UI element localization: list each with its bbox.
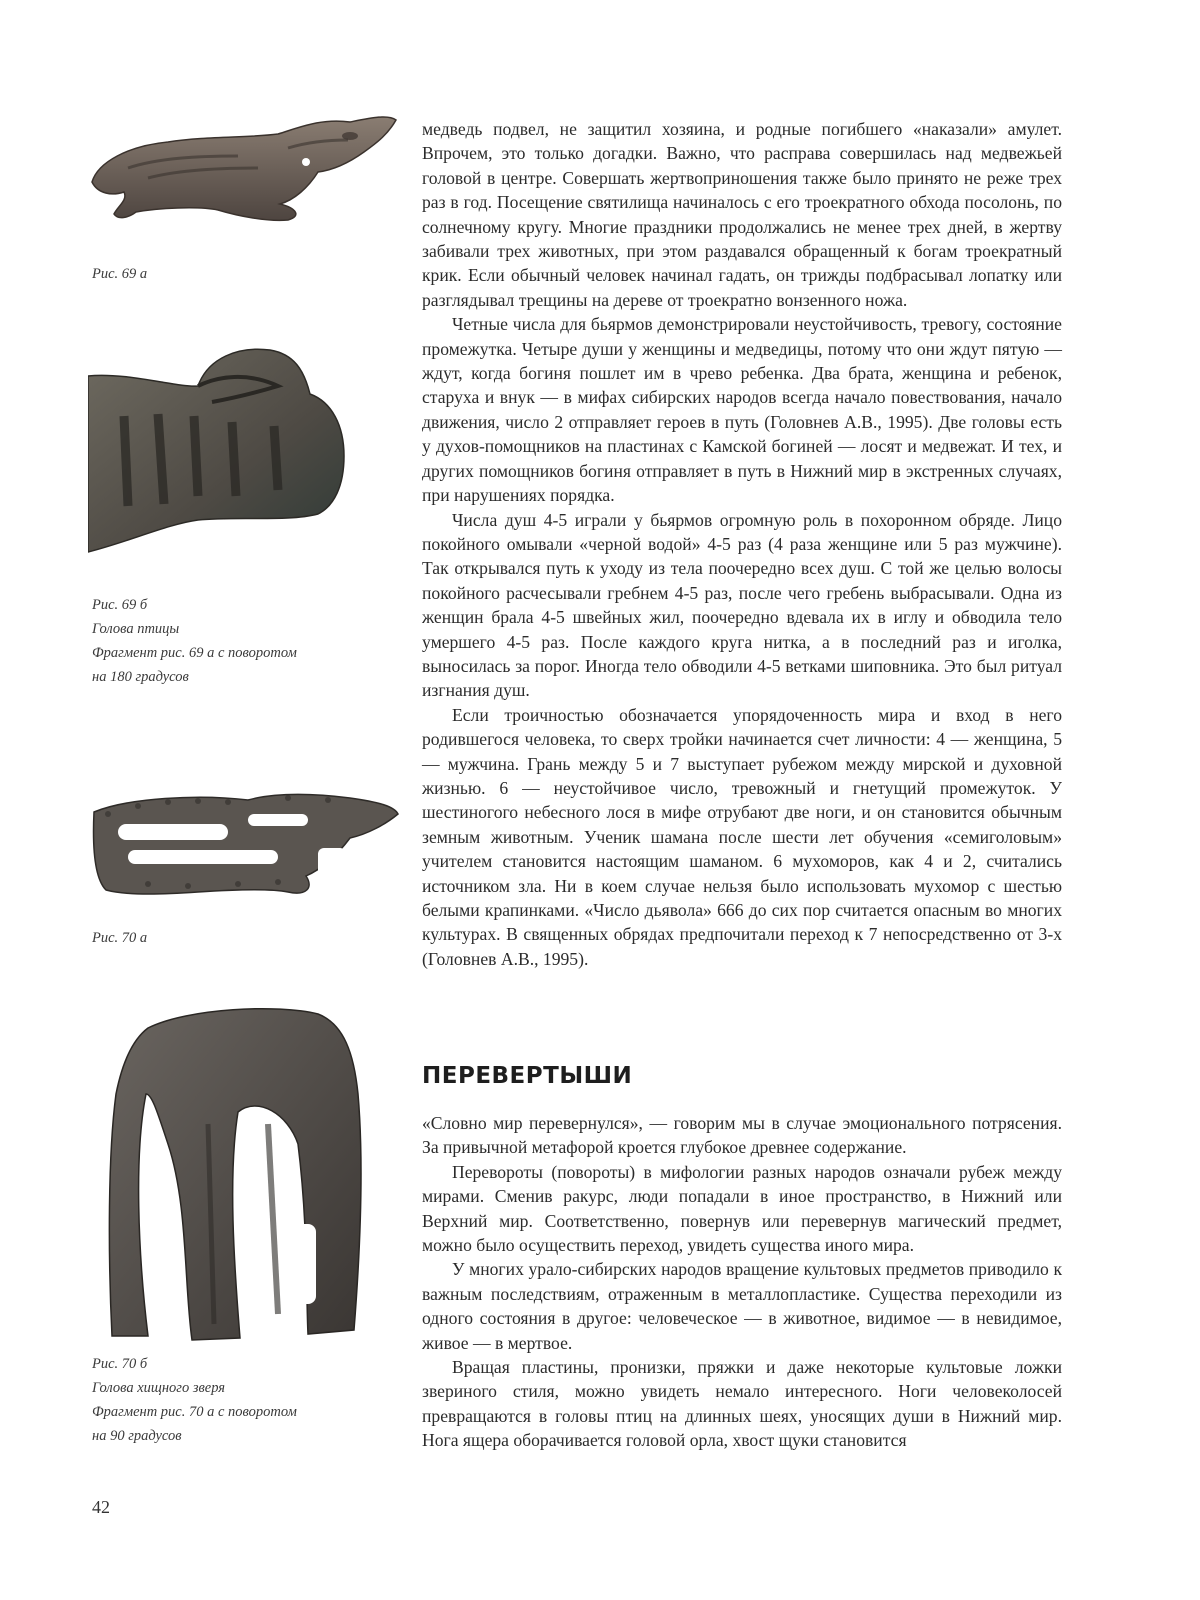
section-heading: ПЕРЕВЕРТЫШИ	[422, 1063, 633, 1089]
caption-line: на 90 градусов	[92, 1428, 182, 1444]
paragraph: «Словно мир перевернулся», — говорим мы в случае эмоционального потрясения. За привычной метафорой кроется глубокое древнее содержание.	[422, 1113, 1062, 1158]
paragraph: Если троичностью обозначается упорядоченность мира и вход в него родившегося человека, то сверх тройки начинается счет личности: 4 — женщина, 5 — мужчина. Грань между 5 и 7 выступает рубежом между мирской и духовной жизнью. 6 — неустойчивое число, тревожный и гнетущий промежуток. У шестиногого небесного лося в мифе отрубают две ноги, и он становится обычным земным животным. Ученик шамана после шести лет обучения «семиголовым» учителем становится настоящим шаманом. 6 мухоморов, как 4 и 2, считались источником зла. Ни в коем случае нельзя было использовать мухомор с шестью белыми крапинками. «Число дьявола» 666 до сих пор считается опасным во многих культурах. В священных обрядах предпочитали переход к 7 непосредственно от 3-х (Головнев А.В., 1995).	[422, 704, 1062, 969]
body-text-bottom	[422, 1111, 1062, 1453]
figure-70a-caption	[92, 926, 342, 950]
figure-70a-image	[88, 784, 402, 900]
page-number: 42	[92, 1497, 110, 1517]
paragraph: медведь подвел, не защитил хозяина, и родные погибшего «наказали» амулет. Впрочем, это только догадки. Важно, что расправа совершилась над медвежьей головой в центре. Совершать жертвоприношения также было принято не реже трех раз в год. Посещение святилища начиналось с его троекратного обхода посолонь, по солнечному кругу. Многие праздники продолжались не менее трех дней, в жертву забивали трех животных, при этом раздавался обращенный к богам троекратный крик. Если обычный человек начинал гадать, он трижды подбрасывал лопатку или разглядывал трещины на дереве от троекратно вонзенного ножа.	[422, 119, 1062, 310]
figure-69a-caption	[92, 262, 342, 286]
figure-70b-caption	[92, 1352, 342, 1448]
caption-line: Фрагмент рис. 69 а с поворотом	[92, 645, 297, 661]
caption-line: Рис. 69 б	[92, 597, 148, 613]
paragraph: Вращая пластины, пронизки, пряжки и даже некоторые культовые ложки звериного стиля, можно увидеть немало интересного. Ноги человеколосей превращаются в головы птиц на длинных шеях, уносящих души в Нижний мир. Нога ящера оборачивается головой орла, хвост щуки становится	[422, 1357, 1062, 1451]
paragraph: Числа душ 4-5 играли у бьярмов огромную роль в похоронном обряде. Лицо покойного омывали «черной водой» 4-5 раз (4 раза женщине или 5 раз мужчине). Так открывался путь к уходу из тела поочередно всех душ. С той же целью волосы покойного расчесывали гребнем 4-5 раз, после чего гребень выбрасывали. Одна из женщин брала 4-5 швейных жил, поочередно вдевала их в иглу и обводила тело умершего 4-5 раз. После каждого круга нитка, а в последний раз и иголка, выносилась за порог. Иногда тело обводили 4-5 ветками шиповника. Это был ритуал изгнания душ.	[422, 509, 1062, 701]
caption-line: Фрагмент рис. 70 а с поворотом	[92, 1404, 297, 1420]
paragraph: У многих урало-сибирских народов вращение культовых предметов приводило к важным последствиям, отраженным в металлопластике. Существа переходили из одного состояния в другое: человеческое — в животное, видимое — в невидимое, живое — в мертвое.	[422, 1259, 1062, 1353]
caption-line: Рис. 69 а	[92, 266, 148, 282]
caption-line: Голова птицы	[92, 621, 180, 637]
caption-line: Рис. 70 б	[92, 1356, 148, 1372]
figure-69b-caption	[92, 593, 342, 689]
caption-line: Рис. 70 а	[92, 930, 148, 946]
paragraph: Перевороты (повороты) в мифологии разных народов означали рубеж между мирами. Сменив ракурс, люди попадали в иное пространство, в Нижний или Верхний мир. Соответственно, повернув или перевернув магический предмет, можно было осуществить переход, увидеть существа иного мира.	[422, 1161, 1062, 1256]
caption-line: Голова хищного зверя	[92, 1380, 225, 1396]
figure-70b-image	[108, 1004, 370, 1342]
caption-line: на 180 градусов	[92, 669, 189, 685]
paragraph: Четные числа для бьярмов демонстрировали неустойчивость, тревогу, состояние промежутка. Четыре души у женщины и медведицы, потому что они ждут пятую — ждут, когда богиня пошлет им в чрево ребенка. Два брата, женщина и ребенок, старуха и внук — в мифах сибирских народов всегда начало повествования, начало движения, число 2 отправляет героев в путь (Головнев А.В., 1995). Две головы есть у духов-помощников на пластинах с Камской богиней — лосят и медвежат. И тех, и других помощников богиня отправляет в путь в Нижний мир в экстренных случаях, при нарушениях порядка.	[422, 314, 1062, 506]
figure-69b-image	[88, 346, 350, 554]
body-text-top	[422, 117, 1062, 971]
figure-69a-image	[88, 112, 400, 224]
